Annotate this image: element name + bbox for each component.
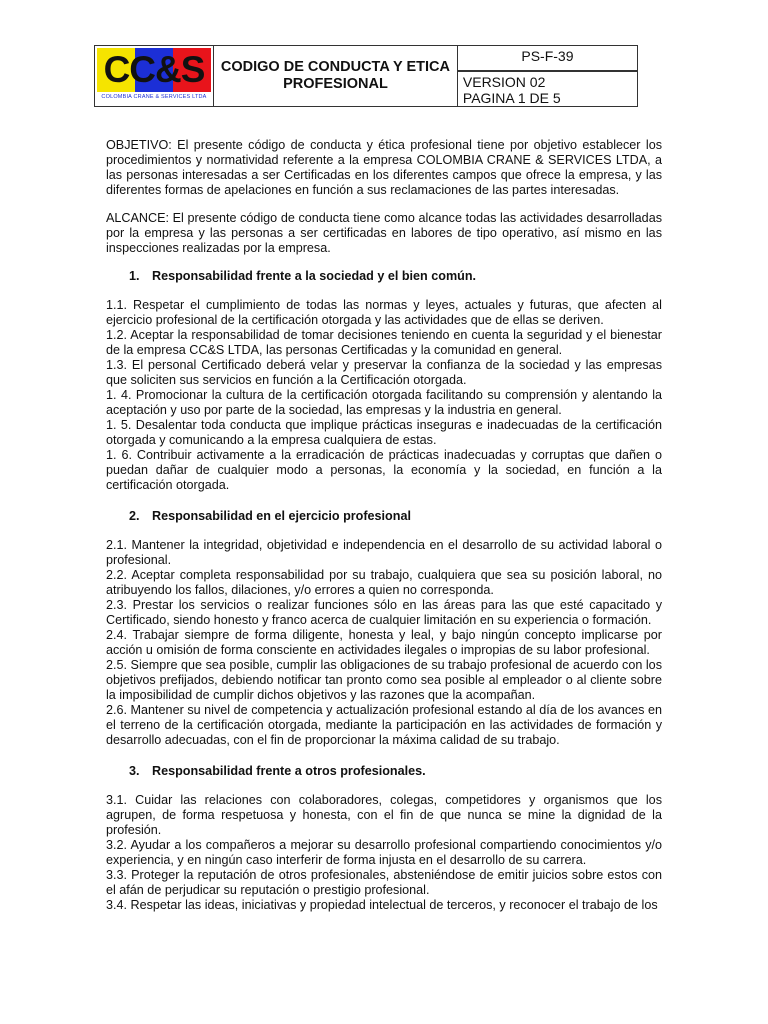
list-item: 2.2. Aceptar completa responsabilidad por su trabajo, cualquiera que sea su posición laboral, no atribuyendo los fallos, dilaciones, y/o errores a quien no corresponda. — [106, 568, 662, 597]
logo-subtitle: COLOMBIA CRANE & SERVICES LTDA — [101, 94, 207, 100]
document-body — [106, 138, 662, 913]
section-number: 2. — [129, 509, 140, 523]
list-item: 3.3. Proteger la reputación de otros profesionales, absteniéndose de emitir juicios sobre estos con el afán de perjudicar su reputación o prestigio profesional. — [106, 868, 662, 897]
section-title: Responsabilidad frente a otros profesionales. — [152, 764, 426, 778]
logo-mark: CC&S — [103, 49, 205, 90]
list-item: 1. 4. Promocionar la cultura de la certificación otorgada facilitando su comprensión y alentando la aceptación y uso por parte de la sociedad, las empresas y la industria en general. — [106, 388, 662, 417]
company-logo — [95, 46, 213, 106]
list-item: 2.3. Prestar los servicios o realizar funciones sólo en las áreas para las que esté capacitado y Certificado, siendo honesto y franco acerca de cualquier limitación en su experiencia o formación. — [106, 598, 662, 627]
list-item: 2.6. Mantener su nivel de competencia y actualización profesional estando al día de los avances en el terreno de la certificación otorgada, mediante la participación en las actividades de formación y desarrollo adecuadas, con el fin de proporcionar la máxima calidad de su trabajo. — [106, 703, 662, 747]
title-line-1: CODIGO DE CONDUCTA Y ETICA — [220, 59, 450, 75]
list-item: 3.2. Ayudar a los compañeros a mejorar su desarrollo profesional compartiendo conocimientos y/o experiencia, y en ningún caso interferir de forma injusta en el desarrollo de su carrera. — [106, 838, 662, 867]
list-item: 1.2. Aceptar la responsabilidad de tomar decisiones teniendo en cuenta la seguridad y el bienestar de la empresa CC&S LTDA, las personas Certificadas y la comunidad en general. — [106, 328, 662, 357]
page-number: PAGINA 1 DE 5 — [462, 90, 561, 106]
document-title — [214, 46, 458, 107]
section-title: Responsabilidad frente a la sociedad y el bien común. — [152, 269, 477, 283]
version-page-cell — [457, 72, 637, 107]
list-item: 1.1. Respetar el cumplimiento de todas las normas y leyes, actuales y futuras, que afecten al ejercicio profesional de la certificación otorgada y las actividades que de ellas se deriven. — [106, 298, 662, 327]
section-heading-1 — [129, 269, 662, 284]
list-item: 3.4. Respetar las ideas, iniciativas y propiedad intelectual de terceros, y reconocer el trabajo de los — [106, 898, 658, 912]
objective-paragraph: OBJETIVO: El presente código de conducta y ética profesional tiene por objetivo establecer los procedimientos y normatividad referente a la empresa COLOMBIA CRANE & SERVICES LTDA, a las personas interesadas a ser Certificadas en los diferentes campos que ofrece la empresa, y las diferentes formas de apelaciones en función a sus reclamaciones de las partes interesadas. — [106, 138, 662, 197]
title-line-2: PROFESIONAL — [283, 76, 388, 92]
document-code: PS-F-39 — [458, 46, 637, 71]
list-item: 1. 5. Desalentar toda conducta que implique prácticas inseguras e inadecuadas de la certificación otorgada y comunicando a la empresa cualquiera de estas. — [106, 418, 662, 447]
section-title: Responsabilidad en el ejercicio profesional — [152, 509, 411, 523]
section-heading-2 — [129, 509, 662, 524]
list-item: 1.3. El personal Certificado deberá velar y preservar la confianza de la sociedad y las empresas que soliciten sus servicios en función a la Certificación otorgada. — [106, 358, 662, 387]
list-item: 3.1. Cuidar las relaciones con colaboradores, colegas, competidores y organismos que los agrupen, de forma respetuosa y honesta, con el fin de que nunca se mine la dignidad de la profesión. — [106, 793, 662, 837]
list-item: 2.5. Siempre que sea posible, cumplir las obligaciones de su trabajo profesional de acuerdo con los objetivos prefijados, debiendo notificar tan pronto como sea posible al empleador o al cliente sobre la imposibilidad de cumplir dichos objetivos y las razones que la acompañan. — [106, 658, 662, 702]
document-code-cell — [457, 46, 637, 72]
document-header — [94, 45, 638, 107]
logo-cell — [95, 46, 214, 107]
section-number: 1. — [129, 269, 140, 283]
document-version: VERSION 02 — [462, 74, 546, 90]
scope-paragraph: ALCANCE: El presente código de conducta tiene como alcance todas las actividades desarrolladas por la empresa y las personas a ser certificadas en labores de tipo operativo, así mismo en las inspecciones realizadas por la empresa. — [106, 211, 662, 255]
list-item: 2.1. Mantener la integridad, objetividad e independencia en el desarrollo de su actividad laboral o profesional. — [106, 538, 662, 567]
list-item: 2.4. Trabajar siempre de forma diligente, honesta y leal, y bajo ningún concepto implicarse por acción u omisión de forma consciente en actividades ilegales o impropias de su labor profesional. — [106, 628, 662, 657]
list-item: 1. 6. Contribuir activamente a la erradicación de prácticas inadecuadas y corruptas que dañen o puedan dañar de cualquier modo a personas, la economía y la sociedad, en función a la certificación otorgada. — [106, 448, 662, 492]
section-number: 3. — [129, 764, 140, 778]
section-heading-3 — [129, 764, 662, 779]
